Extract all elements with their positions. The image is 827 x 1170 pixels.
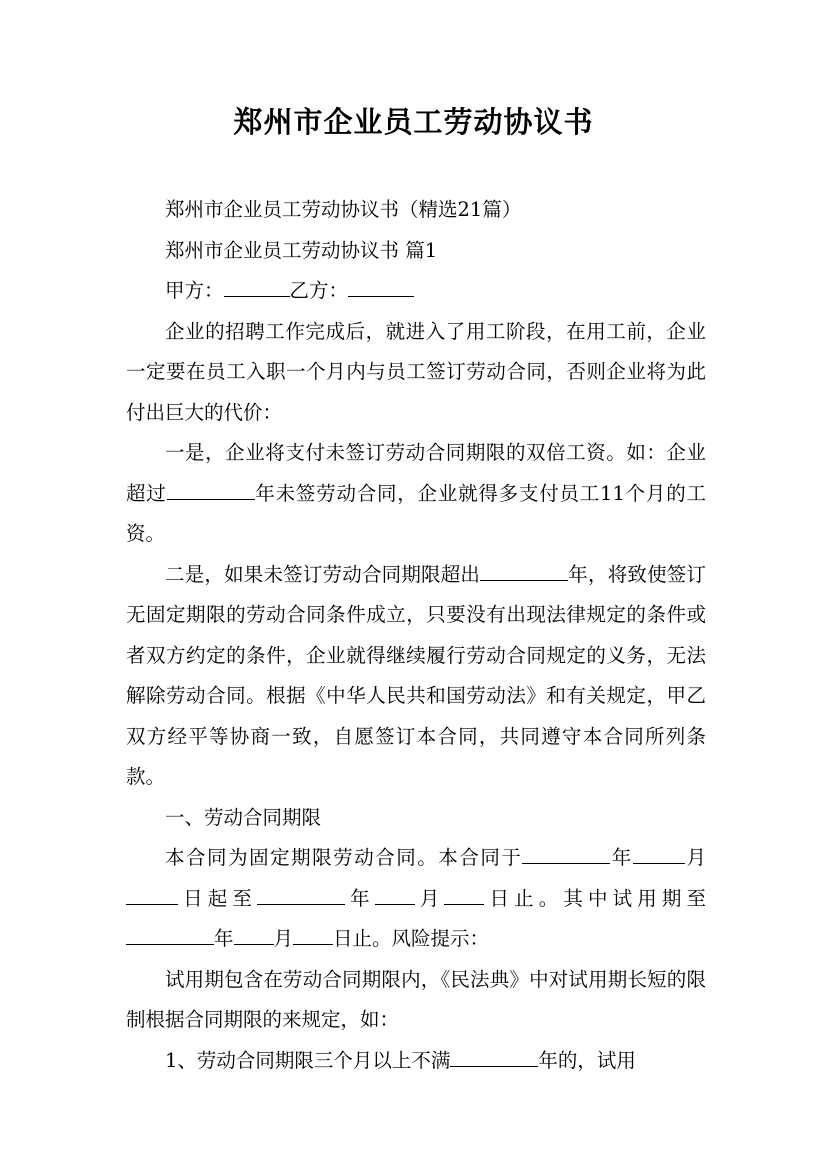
item-1-text-1: 1、劳动合同期限三个月以上不满 bbox=[165, 1048, 451, 1072]
paragraph-first-text-2: 年未签劳动合同，企业就得多支付员工11个月的工资。 bbox=[126, 481, 706, 545]
party-a-blank bbox=[224, 277, 290, 297]
section-heading: 郑州市企业员工劳动协议书 篇1 bbox=[165, 238, 438, 262]
blank-years-2 bbox=[480, 561, 568, 581]
clause-heading: 一、劳动合同期限 bbox=[165, 805, 322, 829]
term-year-3: 年 bbox=[214, 927, 234, 950]
blank-probation-month bbox=[234, 925, 274, 945]
parties-line bbox=[126, 271, 706, 312]
paragraph-probation: 试用期包含在劳动合同期限内，《民法典》中对试用期长短的限制根据合同期限的来规定，如： bbox=[126, 967, 706, 1031]
document-subtitle: 郑州市企业员工劳动协议书（精选21篇） bbox=[165, 198, 522, 221]
item-1-text-2: 年的，试用 bbox=[538, 1048, 636, 1072]
paragraph-intro: 企业的招聘工作完成后，就进入了用工阶段，在用工前，企业一定要在员工入职一个月内与员工签订劳动合同，否则企业将为此付出巨大的代价： bbox=[126, 319, 706, 424]
blank-start-day bbox=[126, 885, 178, 905]
party-b-label: 乙方： bbox=[289, 279, 349, 302]
term-end: 日止。风险提示： bbox=[333, 927, 490, 950]
party-b-blank bbox=[348, 277, 414, 297]
blank-start-year bbox=[522, 844, 610, 864]
paragraph-second-text-1: 二是，如果未签订劳动合同期限超出 bbox=[165, 562, 481, 586]
blank-end-day bbox=[444, 885, 484, 905]
term-year-1: 年 bbox=[610, 846, 633, 869]
paragraph-term bbox=[126, 838, 706, 960]
paragraph-first bbox=[126, 433, 706, 555]
term-day-to: 日止。其中试用期至 bbox=[484, 886, 706, 910]
blank-start-month bbox=[633, 844, 685, 864]
term-month-3: 月 bbox=[273, 927, 294, 950]
paragraph-second-text-2: 年，将致使签订无固定期限的劳动合同条件成立，只要没有出现法律规定的条件或者双方约定的条件，企业就得继续履行劳动合同规定的义务，无法解除劳动合同。根据《中华人民共和国劳动法》和有关规定，甲乙双方经平等协商一致，自愿签订本合同，共同遵守本合同所列条款。 bbox=[126, 562, 706, 788]
blank-years-1 bbox=[167, 480, 255, 500]
paragraph-item-1 bbox=[126, 1041, 706, 1082]
blank-probation-day bbox=[293, 925, 333, 945]
paragraph-second bbox=[126, 555, 706, 798]
paragraph-first-text-1: 一是，企业将支付未签订劳动合同期限的双倍工资。如：企业超过 bbox=[126, 441, 706, 505]
term-year-2: 年 bbox=[344, 886, 375, 910]
document-body bbox=[126, 190, 706, 1081]
blank-probation-year bbox=[126, 925, 214, 945]
blank-end-year bbox=[257, 885, 345, 905]
blank-years-3 bbox=[450, 1047, 538, 1067]
term-month-1: 月 bbox=[684, 846, 706, 869]
term-day-from: 日起至 bbox=[178, 886, 257, 910]
term-text-1: 本合同为固定期限劳动合同。本合同于 bbox=[165, 846, 523, 869]
blank-end-month bbox=[375, 885, 415, 905]
party-a-label: 甲方： bbox=[165, 279, 224, 302]
document-title: 郑州市企业员工劳动协议书 bbox=[233, 105, 594, 139]
term-month-2: 月 bbox=[414, 886, 445, 910]
